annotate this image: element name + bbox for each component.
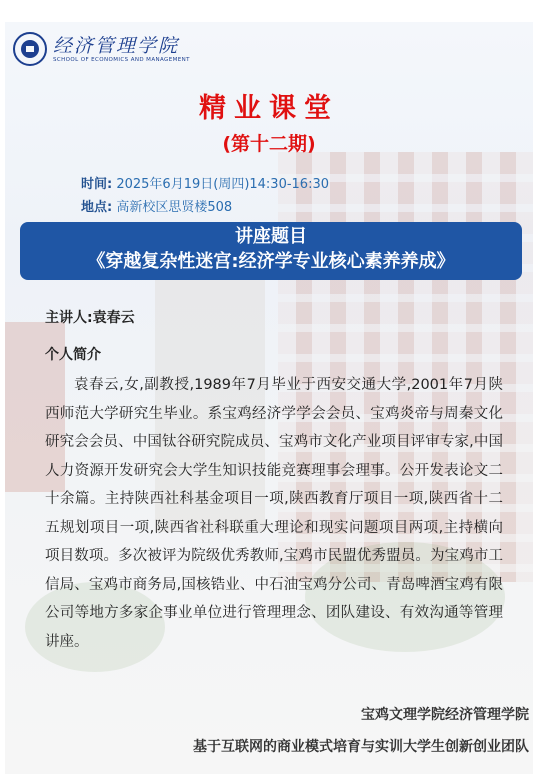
footer-team: 基于互联网的商业模式培育与实训大学生创新创业团队 — [193, 739, 529, 755]
speaker-name: 主讲人:袁春云 — [45, 310, 135, 326]
banner-heading: 讲座题目 — [235, 226, 307, 247]
poster — [5, 22, 533, 774]
lecture-topic-banner — [20, 222, 522, 280]
place-value: 高新校区思贤楼508 — [116, 200, 233, 215]
logo-name-en: SCHOOL OF ECONOMICS AND MANAGEMENT — [53, 57, 190, 63]
school-logo — [13, 32, 190, 66]
place-label: 地点: — [81, 200, 113, 215]
poster-title: 精业课堂 — [199, 93, 339, 124]
bio-text: 袁春云,女,副教授,1989年7月毕业于西安交通大学,2001年7月陕西师范大学研究生毕业。系宝鸡经济学学会会员、宝鸡炎帝与周秦文化研究会会员、中国钛谷研究院成员、宝鸡市文化产业项目评审专家,中国人力资源开发研究会大学生知识技能竞赛理事会理事。公开发表论文二十余篇。主持陕西社科基金项目一项,陕西教育厅项目一项,陕西省十二五规划项目一项,陕西省社科联重大理论和现实问题项目两项,主持横向项目数项。多次被评为院级优秀教师,宝鸡市民盟优秀盟员。为宝鸡市工信局、宝鸡市商务局,国核锆业、中石油宝鸡分公司、青岛啤酒宝鸡有限公司等地方多家企事业单位进行管理理念、团队建设、有效沟通等管理讲座。 — [45, 377, 503, 650]
footer-organizer: 宝鸡文理学院经济管理学院 — [361, 707, 529, 723]
event-place — [81, 196, 232, 215]
bio-heading: 个人简介 — [45, 347, 101, 363]
school-seal-icon — [13, 32, 47, 66]
lecture-topic: 《穿越复杂性迷宫:经济学专业核心素养养成》 — [87, 251, 455, 272]
event-time — [81, 173, 329, 192]
time-value: 2025年6月19日(周四)14:30-16:30 — [116, 177, 330, 192]
time-label: 时间: — [81, 177, 113, 192]
issue-number: (第十二期) — [222, 133, 316, 155]
logo-name-cn: 经济管理学院 — [53, 35, 180, 57]
